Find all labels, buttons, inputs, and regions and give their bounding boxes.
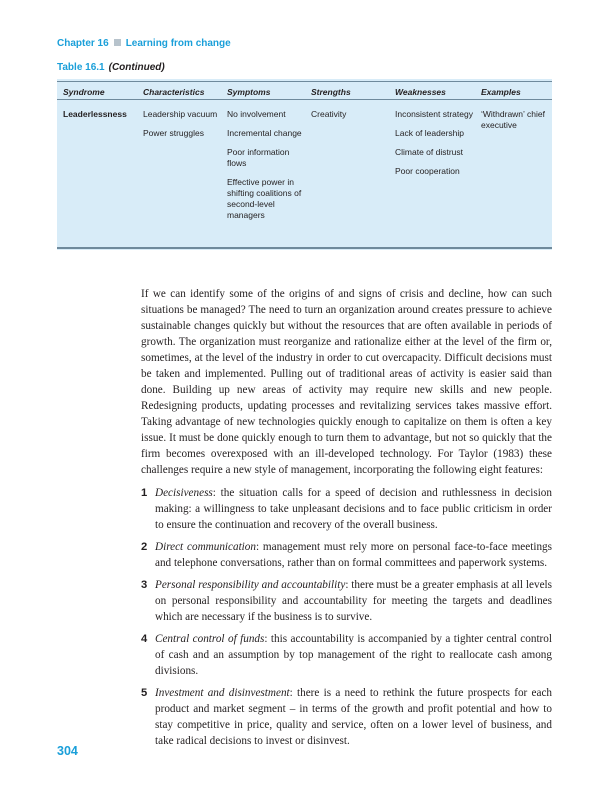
cell-examples bbox=[481, 109, 551, 139]
symptom-item: Effective power in shifting coalitions of second-level managers bbox=[227, 177, 302, 220]
header-symptoms: Symptoms bbox=[227, 87, 271, 97]
list-number: 5 bbox=[141, 687, 148, 699]
chapter-title: Learning from change bbox=[125, 38, 231, 49]
body-text bbox=[141, 286, 552, 755]
intro-paragraph: If we can identify some of the origins of and signs of crisis and decline, how can such situations be managed? The need to turn an organization around creates pressure to achieve sustainable changes quickly but without the resources that are often available in periods of growth. The organization must reorganize and rationalize either at the level of the firm or, sometimes, at the level of the industry in order to cut overcapacity. Difficult decisions must be taken and implemented. Pulling out of traditional areas of activity is easier said than done. Building up new areas of activity may require new skills and new people. Redesigning products, updating processes and revitalizing services takes massive effort. Taking advantage of new technologies quickly enough to capitalize on them is often a key issue. It must be done quickly enough to turn them to advantage, but not so quickly that the firm becomes overexposed with an ill-developed technology. For Taylor (1983) these challenges require a new style of management, incorporating the following eight features: bbox=[141, 288, 552, 476]
table-caption bbox=[57, 62, 165, 73]
list-text: : the situation calls for a speed of decision and ruthlessness in decision making: a willingness to take unpleasant decisions and to face public criticism in order to ensure the continuation and recovery of the overall business. bbox=[155, 487, 552, 531]
syndrome-table bbox=[57, 79, 552, 250]
list-text: : this accountability is accompanied by a tighter central control of cash and an assumption by top management of the right to reallocate cash among divisions. bbox=[155, 633, 552, 677]
weakness-item: Lack of leadership bbox=[395, 128, 464, 138]
list-term: Direct communication bbox=[155, 541, 256, 553]
header-weaknesses: Weaknesses bbox=[395, 87, 446, 97]
syndrome-value: Leaderlessness bbox=[63, 109, 127, 119]
example-item: ‘Withdrawn’ chief executive bbox=[481, 109, 545, 130]
cell-characteristics bbox=[143, 109, 225, 147]
characteristic-item: Power struggles bbox=[143, 128, 204, 138]
list-number: 1 bbox=[141, 487, 148, 499]
symptom-item: Incremental change bbox=[227, 128, 302, 138]
table-label: Table 16.1 bbox=[57, 62, 105, 73]
list-item bbox=[141, 631, 552, 679]
list-item bbox=[141, 577, 552, 625]
weakness-item: Poor cooperation bbox=[395, 166, 460, 176]
weakness-item: Climate of distrust bbox=[395, 147, 464, 157]
symptom-item: No involvement bbox=[227, 109, 286, 119]
table-header-rule bbox=[57, 99, 552, 100]
running-head bbox=[57, 38, 231, 49]
list-number: 4 bbox=[141, 633, 148, 645]
list-term: Decisiveness bbox=[155, 487, 213, 499]
header-characteristics: Characteristics bbox=[143, 87, 205, 97]
list-number: 2 bbox=[141, 541, 148, 553]
table-top-rule bbox=[57, 81, 552, 82]
cell-strengths bbox=[311, 109, 395, 128]
list-term: Investment and disinvestment bbox=[155, 687, 290, 699]
header-syndrome: Syndrome bbox=[63, 87, 105, 97]
list-number: 3 bbox=[141, 579, 148, 591]
list-text: : management must rely more on personal face-to-face meetings and telephone conversations, rather than on formal committees and paperwork systems. bbox=[155, 541, 552, 569]
header-strengths: Strengths bbox=[311, 87, 351, 97]
separator-square-icon bbox=[114, 39, 121, 46]
page-number: 304 bbox=[57, 744, 78, 758]
table-continued: (Continued) bbox=[108, 62, 165, 73]
list-item bbox=[141, 485, 552, 533]
list-term: Personal responsibility and accountability bbox=[155, 579, 346, 591]
characteristic-item: Leadership vacuum bbox=[143, 109, 218, 119]
strength-item: Creativity bbox=[311, 109, 347, 119]
cell-symptoms bbox=[227, 109, 311, 229]
list-item bbox=[141, 685, 552, 749]
cell-syndrome bbox=[63, 109, 141, 128]
list-item bbox=[141, 539, 552, 571]
list-term: Central control of funds bbox=[155, 633, 265, 645]
weakness-item: Inconsistent strategy bbox=[395, 109, 473, 119]
list-text: : there is a need to rethink the future prospects for each product and market segment – in terms of the growth and profit potential and how to stay competitive in price, quality and service, often on a lower level of business, and take radical decisions to invest or disinvest. bbox=[155, 687, 553, 747]
cell-weaknesses bbox=[395, 109, 479, 185]
header-examples: Examples bbox=[481, 87, 521, 97]
symptom-item: Poor information flows bbox=[227, 147, 290, 168]
list-text: : there must be a greater emphasis at all levels on personal responsibility and accountability for meeting the targets and deadlines which are necessary if the business is to survive. bbox=[155, 579, 552, 623]
table-bottom-rule bbox=[57, 247, 552, 249]
chapter-number: Chapter 16 bbox=[57, 38, 109, 49]
